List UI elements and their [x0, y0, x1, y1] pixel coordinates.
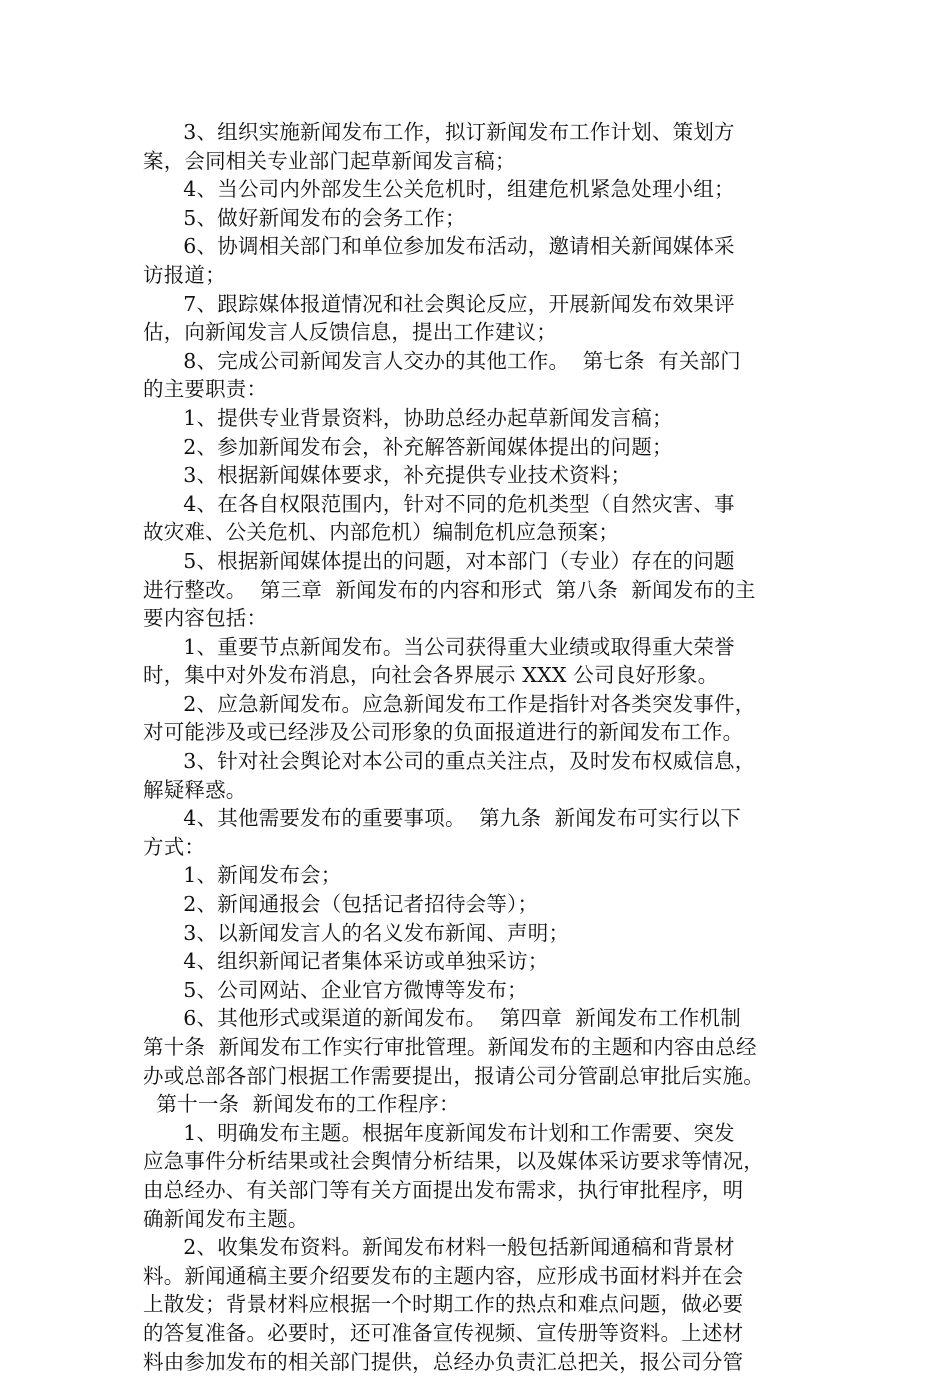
text-line: 料。新闻通稿主要介绍要发布的主题内容，应形成书面材料并在会 [143, 1263, 744, 1288]
document-body-text [143, 118, 823, 1376]
text-line: 由总经办、有关部门等有关方面提出发布需求，执行审批程序，明 [143, 1177, 744, 1202]
text-line: 的答复准备。必要时，还可准备宣传视频、宣传册等资料。上述材 [143, 1320, 744, 1345]
text-line: 4、在各自权限范围内，针对不同的危机类型（自然灾害、事 [143, 491, 735, 516]
text-line: 1、重要节点新闻发布。当公司获得重大业绩或取得重大荣誉 [143, 634, 735, 659]
text-line: 3、根据新闻媒体要求，补充提供专业技术资料； [143, 463, 632, 488]
text-line: 上散发；背景材料应根据一个时期工作的热点和难点问题，做必要 [143, 1292, 744, 1317]
text-line: 第十条 新闻发布工作实行审批管理。新闻发布的主题和内容由总经 [143, 1035, 757, 1059]
text-line: 进行整改。 第三章 新闻发布的内容和形式 第八条 新闻发布的主 [143, 577, 756, 602]
text-line: 8、完成公司新闻发言人交办的其他工作。 第七条 有关部门 [143, 348, 741, 373]
text-line: 5、做好新闻发布的会务工作； [143, 205, 466, 230]
text-line: 1、提供专业背景资料，协助总经办起草新闻发言稿； [143, 405, 673, 430]
text-line: 4、其他需要发布的重要事项。 第九条 新闻发布可实行以下 [143, 806, 741, 831]
text-line: 6、协调相关部门和单位参加发布活动，邀请相关新闻媒体采 [143, 234, 735, 259]
text-line: 对可能涉及或已经涉及公司形象的负面报道进行的新闻发布工作。 [143, 720, 744, 745]
text-line: 要内容包括： [143, 606, 268, 631]
text-line: 办或总部各部门根据工作需要提出，报请公司分管副总审批后实施。 [143, 1063, 764, 1088]
text-line: 估，向新闻发言人反馈信息，提出工作建议； [143, 320, 557, 345]
text-line: 解疑释惑。 [143, 777, 247, 802]
text-line: 料由参加发布的相关部门提供，总经办负责汇总把关，报公司分管 [143, 1349, 744, 1374]
text-line: 案，会同相关专业部门起草新闻发言稿； [143, 148, 516, 173]
text-line: 7、跟踪媒体报道情况和社会舆论反应，开展新闻发布效果评 [143, 291, 735, 316]
text-line: 1、明确发布主题。根据年度新闻发布计划和工作需要、突发 [143, 1120, 735, 1145]
text-line: 访报道； [143, 262, 226, 287]
text-line: 2、收集发布资料。新闻发布材料一般包括新闻通稿和背景材 [143, 1235, 735, 1260]
text-line: 确新闻发布主题。 [143, 1206, 309, 1231]
text-line: 2、新闻通报会（包括记者招待会等）； [143, 892, 539, 917]
text-line: 方式： [143, 834, 206, 859]
text-line: 3、组织实施新闻发布工作，拟订新闻发布工作计划、策划方 [143, 120, 735, 144]
text-line: 3、以新闻发言人的名义发布新闻、声明； [143, 920, 570, 945]
text-line: 时，集中对外发布消息，向社会各界展示 XXX 公司良好形象。 [143, 663, 719, 688]
text-line: 4、当公司内外部发生公关危机时，组建危机紧急处理小组； [143, 177, 735, 202]
text-line: 3、针对社会舆论对本公司的重点关注点，及时发布权威信息， [143, 749, 756, 774]
text-line: 应急事件分析结果或社会舆情分析结果，以及媒体采访要求等情况， [143, 1149, 764, 1174]
text-line: 2、应急新闻发布。应急新闻发布工作是指针对各类突发事件， [143, 691, 756, 716]
text-line: 5、根据新闻媒体提出的问题，对本部门（专业）存在的问题 [143, 548, 735, 573]
text-line: 6、其他形式或渠道的新闻发布。 第四章 新闻发布工作机制 [143, 1006, 741, 1031]
text-line: 的主要职责： [143, 377, 268, 402]
text-line: 5、公司网站、企业官方微博等发布； [143, 977, 528, 1002]
text-line: 第十一条 新闻发布的工作程序： [143, 1092, 460, 1117]
text-line: 2、参加新闻发布会，补充解答新闻媒体提出的问题； [143, 434, 673, 459]
text-line: 1、新闻发布会； [143, 863, 342, 888]
text-line: 故灾难、公关危机、内部危机）编制危机应急预案； [143, 520, 620, 545]
text-line: 4、组织新闻记者集体采访或单独采访； [143, 949, 549, 974]
